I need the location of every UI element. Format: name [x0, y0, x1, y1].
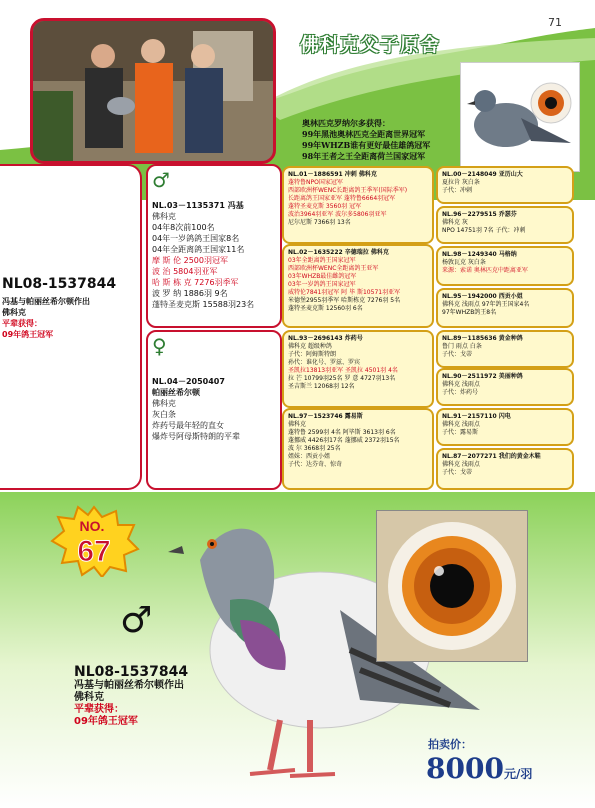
grandparent-line: 佛科克 超级种鸽: [288, 343, 332, 350]
great-grandparent-line: 子代：露易斯: [442, 429, 479, 436]
male-symbol: ♂: [120, 600, 153, 641]
grandparent-line: 蓬特圣麦克斯 3560羽 冠军: [288, 203, 362, 210]
grandparent-ring: NL.02－1635222 辛德瑞拉 佛科克: [288, 249, 389, 256]
great-grandparent-line: 佛科克 浅雨点: [442, 381, 480, 388]
great-grandparent-panel: [436, 246, 574, 286]
great-grandparent-line: 子代：戈蒂: [442, 351, 473, 358]
sire-line: 04年一岁鸽鸽王国家8名: [152, 234, 240, 243]
sire-ring: NL.03－1135371 冯基: [152, 201, 244, 210]
great-grandparent-panel: [436, 206, 574, 244]
great-grandparent-line: 子代：冲刺: [442, 187, 473, 194]
dam-line: 爆炸号阿母斯特朗的平辈: [152, 432, 240, 441]
great-grandparent-ring: NL.91－2157110 闪电: [442, 413, 511, 420]
grandparent-panel: [282, 166, 434, 244]
grandparent-line: 波 尔 3668羽 25名: [288, 445, 341, 452]
award-line: 99年WHZB谁有更好最佳雄鸽冠军: [302, 140, 431, 150]
showcase-bird-ring: NL08-1537844: [74, 664, 189, 680]
great-grandparent-line: 子代：炸药号: [442, 389, 479, 396]
great-grandparent-line: 佛科克 浅雨点: [442, 461, 480, 468]
showcase-bird-line: 平辈获得：: [74, 704, 124, 715]
grandparent-line: 波治3964羽亚军 波尔多5806羽亚军: [288, 211, 387, 218]
grandparent-line: 佛科克: [288, 421, 307, 428]
page-title: 佛科克父子原舍: [300, 34, 441, 56]
great-grandparent-panel: [436, 448, 574, 490]
great-grandparent-line: 来源：索诺 奥林匹克中距离亚军: [442, 267, 528, 274]
grandparent-line: 03年一岁鸽鸽王国家冠军: [288, 281, 356, 288]
main-bird-line: 佛科克: [2, 308, 26, 317]
sire-line: 04年8次前100名: [152, 223, 215, 232]
sire-line: 佛科克: [152, 212, 176, 221]
sire-panel: [146, 164, 282, 328]
grandparent-line: 孙代：谁化号、罗兹、罗宾: [288, 359, 361, 366]
dam-panel: [146, 330, 282, 490]
grandparent-line: 西部欧洲杯WENC全距离鸽王亚军: [288, 265, 379, 272]
grandparent-panel: [282, 330, 434, 408]
great-grandparent-ring: NL.87－2077271 我们的黄金木鞋: [442, 453, 541, 460]
great-grandparent-ring: NL.00－2148049 亚历山大: [442, 171, 523, 178]
grandparent-line: 03年全距离鸽王国家冠军: [288, 257, 356, 264]
main-bird-line: 平辈获得：: [2, 319, 42, 328]
grandparent-panel: [282, 408, 434, 490]
great-grandparent-panel: [436, 368, 574, 406]
badge-no: NO.: [79, 518, 105, 534]
page-number: 71: [548, 16, 562, 29]
grandparent-line: 蓬特鲁NPO国家冠军: [288, 179, 343, 186]
great-grandparent-line: NPO 14751羽 7名 子代：冲刺: [442, 227, 526, 234]
grandparent-line: 拉 芒 10799羽25名 罗 意 4727羽13名: [288, 375, 396, 382]
great-grandparent-ring: NL.89－1185636 黄金种鸽: [442, 335, 523, 342]
award-line: 98年王者之王全距离荷兰国家冠军: [302, 151, 426, 161]
price-value: 8000: [426, 752, 504, 785]
showcase-bird-line: 09年鸽王冠军: [74, 716, 138, 727]
grandparent-line: 03年WHZB最佳雌鸽冠军: [288, 273, 357, 280]
grandparent-ring: NL.01－1886591 冲刺 佛科克: [288, 171, 377, 178]
grandparent-line: 圣凯拉13813羽亚军 圣凯拉 4501羽 4名: [288, 367, 398, 374]
great-grandparent-panel: [436, 330, 574, 368]
grandparent-line: 西部欧洲杯WENC长距离鸽王季军(国际季军): [288, 187, 408, 194]
award-line: 99年黑池奥林匹克全距离世界冠军: [302, 129, 426, 139]
female-symbol: ♀: [152, 334, 167, 358]
great-grandparent-ring: NL.98－1249340 马格纳: [442, 251, 517, 258]
showcase-bird-line: 佛科克: [74, 692, 104, 703]
sire-line: 哈 斯 栋 克 7276羽季军: [152, 278, 239, 287]
sire-line: 摩 斯 伦 2500羽冠军: [152, 256, 228, 265]
main-bird-info: [2, 296, 90, 340]
grandparent-line: 蓬挪威 4426羽17名 蓬挪威 2372羽15名: [288, 437, 400, 444]
grandparent-ring: NL.93－2696143 炸药号: [288, 335, 363, 342]
showcase-bird-line: 冯基与帕丽丝希尔顿作出: [74, 680, 184, 691]
great-grandparent-ring: NL.96－2279515 乔瑟芬: [442, 211, 517, 218]
dam-line: 炸药号最年轻的直女: [152, 421, 224, 430]
great-grandparent-panel: [436, 288, 574, 328]
award-line: 奥林匹克罗纳尔多获得：: [302, 118, 390, 128]
dam-line: 灰白条: [152, 410, 176, 419]
main-bird-line: 09年鸽王冠军: [2, 330, 54, 339]
grandparent-line: 子代：阿姆斯特朗: [288, 351, 337, 358]
grandparent-ring: NL.97－1523746 露易斯: [288, 413, 363, 420]
great-grandparent-line: 佛科克 浅雨点: [442, 421, 480, 428]
pedigree-pigeon-thumbnail: [460, 62, 580, 172]
sire-line: 04年全距离鸽王国家11名: [152, 245, 245, 254]
dam-line: 帕丽丝希尔顿: [152, 388, 200, 397]
sire-info: [152, 200, 278, 310]
grandparent-line: 米德堡2955羽季军 哈斯栋克 7276羽 5名: [288, 297, 401, 304]
sire-line: 波 治 5804羽亚军: [152, 267, 218, 276]
great-grandparent-line: 夏拉肯 灰白条: [442, 179, 480, 186]
price-value-block: [426, 752, 532, 785]
grandparent-panel: [282, 244, 434, 328]
badge-number: 67: [77, 535, 111, 568]
sire-line: 波 罗 纳 1886羽 9名: [152, 289, 228, 298]
price-label: 拍卖价：: [428, 738, 472, 751]
grandparent-line: 威特伦7841羽冠军 阿 毕 斯10571羽亚军: [288, 289, 401, 296]
grandparent-line: 尼尔尼斯 7366羽 13名: [288, 219, 351, 226]
great-grandparent-line: 97年WHZB鸽王8名: [442, 309, 497, 316]
dam-ring: NL.04－2050407: [152, 377, 225, 386]
male-symbol: ♂: [152, 168, 170, 192]
grandparent-line: 子代：达芬奇、惊奇: [288, 461, 343, 468]
great-grandparent-ring: NL.95－1942000 西贡小姐: [442, 293, 523, 300]
great-grandparent-line: 鲁门 雨点 白条: [442, 343, 482, 350]
dam-line: 佛科克: [152, 399, 176, 408]
pigeon-eye-photo: [376, 510, 528, 662]
great-grandparent-line: 子代：戈蒂: [442, 469, 473, 476]
great-grandparent-line: 佛科克 灰: [442, 219, 468, 226]
great-grandparent-panel: [436, 408, 574, 446]
great-grandparent-panel: [436, 166, 574, 204]
awards-list: [302, 118, 430, 162]
great-grandparent-line: 杨敦瓦克 灰白条: [442, 259, 486, 266]
price-unit: 元/羽: [503, 767, 533, 781]
great-grandparent-line: 佛科克 浅雨点 97年鸽王国家4名: [442, 301, 530, 308]
main-bird-line: 冯基与帕丽丝希尔顿作出: [2, 297, 90, 306]
grandparent-line: 姐妹：西贡小姐: [288, 453, 331, 460]
grandparent-line: 蓬特鲁 2599羽 4名 阿毕斯 3613羽 6名: [288, 429, 396, 436]
grandparent-line: 蓬特圣麦克斯 12560羽 6名: [288, 305, 363, 312]
sire-line: 蓬特圣麦克斯 15588羽23名: [152, 300, 255, 309]
lot-number-badge: [48, 505, 140, 577]
breeders-photo: [30, 18, 276, 164]
dam-info: [152, 376, 278, 442]
main-bird-panel: [0, 164, 142, 490]
grandparent-line: 圣吉斯兰 12068羽 12名: [288, 383, 355, 390]
grandparent-line: 长距离鸽王国家亚军 蓬特鲁6664羽冠军: [288, 195, 396, 202]
great-grandparent-ring: NL.90－2511972 美丽种鸽: [442, 373, 523, 380]
main-bird-ring: NL08-1537844: [2, 276, 117, 292]
